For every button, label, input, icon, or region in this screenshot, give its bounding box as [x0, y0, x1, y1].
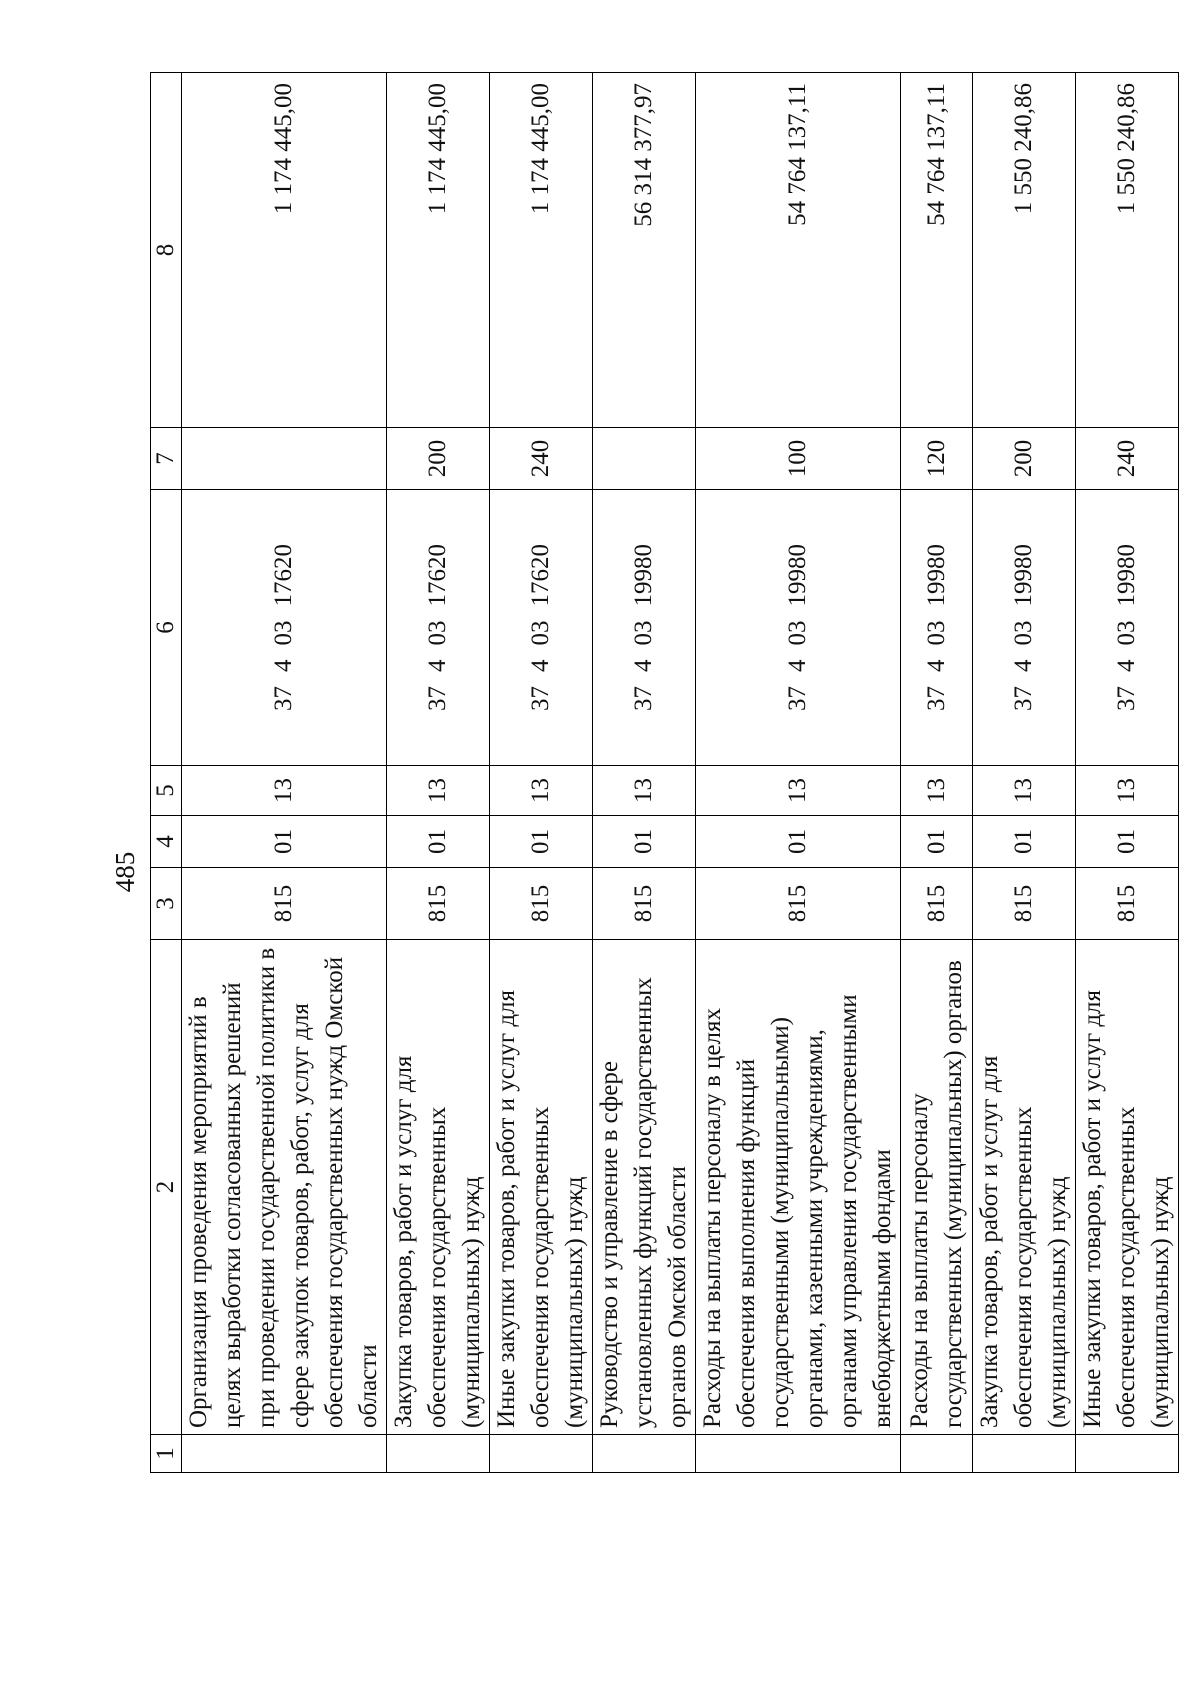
header-col-8: 8: [151, 73, 182, 428]
cell-amount: 56 314 377,97: [593, 73, 696, 428]
table-row: [901, 73, 973, 1473]
cell-subsection: 13: [901, 766, 973, 816]
cell-expense-type: [593, 428, 696, 490]
cell-col-1: [387, 1435, 490, 1473]
header-col-1: 1: [151, 1435, 182, 1473]
cell-subsection: 13: [973, 766, 1076, 816]
cell-expense-type: 100: [696, 428, 901, 490]
code-part: 17620: [424, 544, 451, 607]
code-part: 19980: [1113, 544, 1140, 607]
cell-expense-type: 240: [490, 428, 593, 490]
page-number: 485: [110, 851, 140, 893]
header-col-6: 6: [151, 490, 182, 766]
cell-amount: 1 550 240,86: [1076, 73, 1179, 428]
cell-section: 01: [490, 816, 593, 868]
cell-section: 01: [593, 816, 696, 868]
code-part: 17620: [527, 544, 554, 607]
cell-admin-code: 815: [901, 868, 973, 940]
cell-admin-code: 815: [490, 868, 593, 940]
header-col-4: 4: [151, 816, 182, 868]
cell-col-1: [490, 1435, 593, 1473]
cell-section: 01: [973, 816, 1076, 868]
table-row: [593, 73, 696, 1473]
cell-subsection: 13: [1076, 766, 1179, 816]
cell-amount: 1 174 445,00: [182, 73, 387, 428]
code-part: 4: [270, 659, 297, 672]
table-row: [973, 73, 1076, 1473]
table-row: [490, 73, 593, 1473]
code-part: 4: [922, 659, 950, 672]
code-part: 17620: [270, 544, 297, 607]
code-part: 4: [1113, 659, 1140, 672]
code-part: 37: [630, 686, 657, 711]
code-part: 03: [424, 620, 451, 646]
cell-target-article: [593, 490, 696, 766]
code-part: 4: [1010, 659, 1037, 672]
header-col-2: 2: [151, 940, 182, 1435]
cell-target-article: [387, 490, 490, 766]
header-col-7: 7: [151, 428, 182, 490]
cell-description: Иные закупки товаров, работ и услуг для обеспечения государственных (муниципальных) нужд: [490, 940, 593, 1435]
cell-expense-type: 240: [1076, 428, 1179, 490]
cell-section: 01: [696, 816, 901, 868]
cell-section: 01: [1076, 816, 1179, 868]
header-row: [151, 73, 182, 1473]
code-part: 19980: [1010, 544, 1037, 607]
code-part: 03: [922, 620, 950, 646]
cell-section: 01: [387, 816, 490, 868]
cell-target-article: [901, 490, 973, 766]
cell-expense-type: 200: [973, 428, 1076, 490]
cell-target-article: [1076, 490, 1179, 766]
code-part: 19980: [630, 544, 657, 607]
header-col-3: 3: [151, 868, 182, 940]
cell-col-1: [696, 1435, 901, 1473]
code-part: 4: [424, 659, 451, 672]
cell-subsection: 13: [490, 766, 593, 816]
cell-admin-code: 815: [973, 868, 1076, 940]
cell-description: Закупка товаров, работ и услуг для обеспечения государственных (муниципальных) нужд: [387, 940, 490, 1435]
header-col-5: 5: [151, 766, 182, 816]
cell-target-article: [696, 490, 901, 766]
cell-amount: 1 174 445,00: [490, 73, 593, 428]
cell-amount: 1 550 240,86: [973, 73, 1076, 428]
cell-amount: 54 764 137,11: [696, 73, 901, 428]
code-part: 37: [424, 686, 451, 711]
rotated-table-area: [150, 73, 1200, 1460]
cell-description: Иные закупки товаров, работ и услуг для обеспечения государственных (муниципальных) нужд: [1076, 940, 1179, 1435]
cell-amount: 54 764 137,11: [901, 73, 973, 428]
cell-subsection: 13: [182, 766, 387, 816]
code-part: 37: [922, 686, 950, 711]
table-row: [696, 73, 901, 1473]
cell-col-1: [901, 1435, 973, 1473]
code-part: 03: [784, 620, 811, 646]
cell-description: Организация проведения мероприятий в целях выработки согласованных решений при проведении государственной политики в сфере закупок товаров, работ, услуг для обеспечения государственных нужд Омской области: [182, 940, 387, 1435]
code-part: 37: [1010, 686, 1037, 711]
code-part: 37: [270, 686, 297, 711]
code-part: 03: [1010, 620, 1037, 646]
cell-admin-code: 815: [182, 868, 387, 940]
code-part: 37: [1113, 686, 1140, 711]
cell-amount: 1 174 445,00: [387, 73, 490, 428]
code-part: 19980: [784, 544, 811, 607]
cell-section: 01: [901, 816, 973, 868]
code-part: 4: [630, 659, 657, 672]
table-row: [1076, 73, 1179, 1473]
cell-expense-type: 120: [901, 428, 973, 490]
code-part: 4: [527, 659, 554, 672]
cell-expense-type: 200: [387, 428, 490, 490]
code-part: 37: [527, 686, 554, 711]
cell-col-1: [1076, 1435, 1179, 1473]
cell-expense-type: [182, 428, 387, 490]
cell-description: Расходы на выплаты персоналу государственных (муниципальных) органов: [901, 940, 973, 1435]
cell-admin-code: 815: [593, 868, 696, 940]
cell-description: Закупка товаров, работ и услуг для обеспечения государственных (муниципальных) нужд: [973, 940, 1076, 1435]
code-part: 03: [527, 620, 554, 646]
cell-target-article: [490, 490, 593, 766]
cell-subsection: 13: [696, 766, 901, 816]
cell-description: Руководство и управление в сфере установленных функций государственных органов Омской области: [593, 940, 696, 1435]
cell-target-article: [973, 490, 1076, 766]
cell-admin-code: 815: [387, 868, 490, 940]
code-part: 4: [784, 659, 811, 672]
cell-col-1: [973, 1435, 1076, 1473]
cell-col-1: [182, 1435, 387, 1473]
table-row: [387, 73, 490, 1473]
cell-description: Расходы на выплаты персоналу в целях обеспечения выполнения функций государственными (муниципальными) органами, казенными учреждениями, органами управления государственными внебюджетными фондами: [696, 940, 901, 1435]
code-part: 19980: [922, 544, 950, 607]
code-part: 03: [630, 620, 657, 646]
cell-subsection: 13: [593, 766, 696, 816]
table-row: [182, 73, 387, 1473]
budget-table: [150, 72, 1179, 1473]
cell-col-1: [593, 1435, 696, 1473]
cell-admin-code: 815: [1076, 868, 1179, 940]
cell-section: 01: [182, 816, 387, 868]
cell-admin-code: 815: [696, 868, 901, 940]
cell-target-article: [182, 490, 387, 766]
table-wrapper: [150, 73, 1174, 1473]
cell-subsection: 13: [387, 766, 490, 816]
code-part: 03: [270, 620, 297, 646]
code-part: 03: [1113, 620, 1140, 646]
code-part: 37: [784, 686, 811, 711]
